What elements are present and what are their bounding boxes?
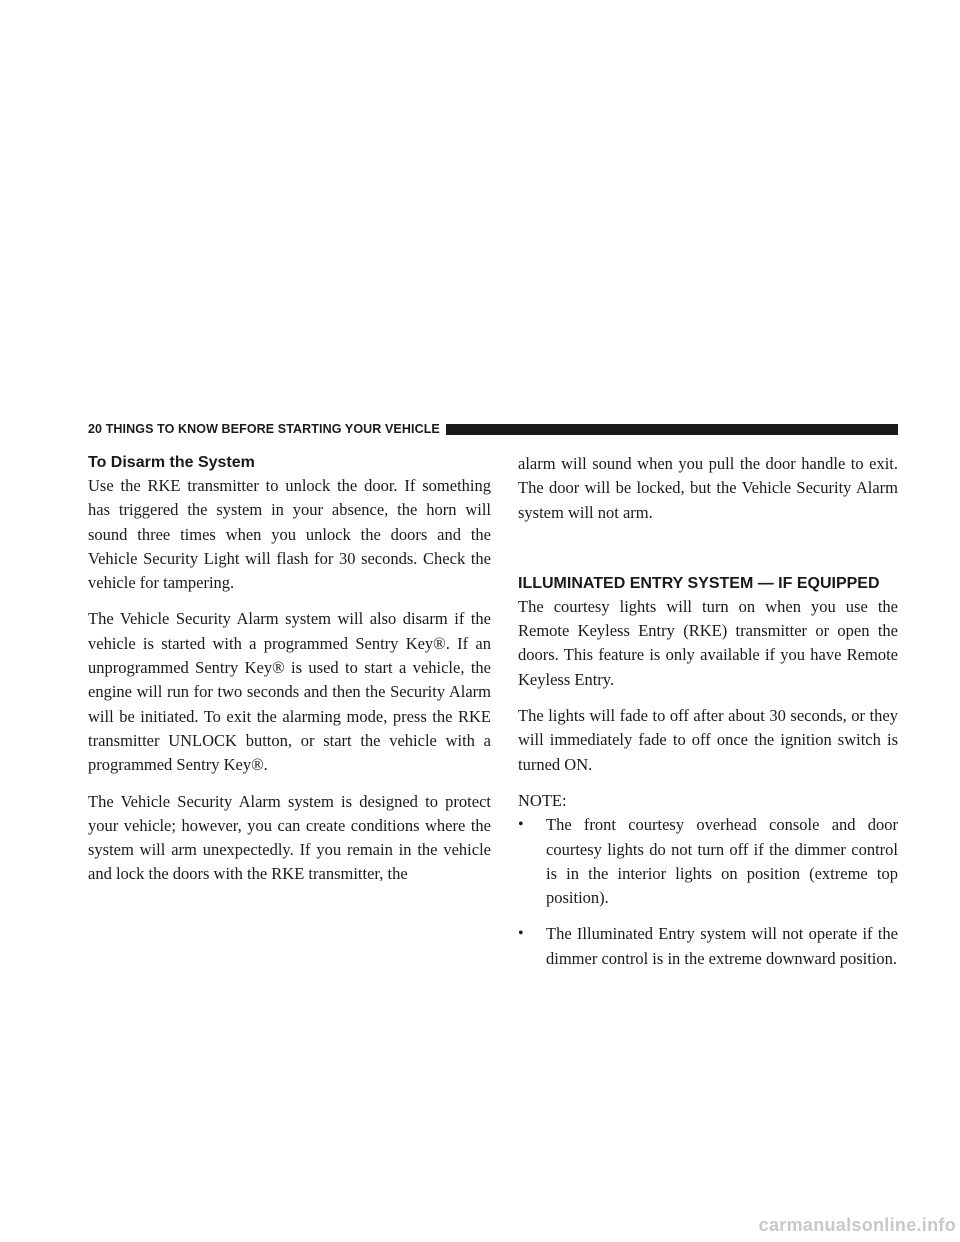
watermark-text: carmanualsonline.info (758, 1215, 956, 1235)
paragraph-continuation: alarm will sound when you pull the door handle to exit. The door will be locked, but the Vehicle Security Alarm system will not arm. (518, 454, 898, 522)
bullet-icon: • (518, 925, 524, 943)
bullet-icon: • (518, 816, 524, 834)
paragraph-disarm-2: The Vehicle Security Alarm system will also disarm if the vehicle is started with a programmed Sentry Key®. If an unprogrammed Sentry Key® is used to start a vehicle, the engine will run for two seconds and then the Security Alarm will be initiated. To exit the alarming mode, press the RKE transmitter UNLOCK button, or start the vehicle with a programmed Sentry Key®. (88, 609, 491, 775)
header-rule-bar (446, 424, 898, 435)
page-header (88, 421, 898, 437)
paragraph-disarm-1: Use the RKE transmitter to unlock the door. If something has triggered the system in your absence, the horn will sound three times when you unlock the doors and the Vehicle Security Light will flash for 30 seconds. Check the vehicle for tampering. (88, 476, 491, 593)
note-bullet-list (518, 813, 898, 971)
page-number: 20 (88, 422, 103, 436)
section-heading-illuminated-entry: ILLUMINATED ENTRY SYSTEM — IF EQUIPPED (518, 574, 880, 592)
paragraph-illuminated-1: The courtesy lights will turn on when you use the Remote Keyless Entry (RKE) transmitter or open the doors. This feature is only available if you have Remote Keyless Entry. (518, 596, 898, 689)
paragraph-illuminated-2: The lights will fade to off after about 30 seconds, or they will immediately fade to off once the ignition switch is turned ON. (518, 706, 898, 774)
bullet-text: The front courtesy overhead console and door courtesy lights do not turn off if the dimmer control is in the interior lights on position (extreme top position). (546, 815, 898, 908)
note-label: NOTE: (518, 790, 567, 810)
list-item (518, 922, 898, 971)
right-column (518, 452, 898, 983)
paragraph-disarm-3: The Vehicle Security Alarm system is designed to protect your vehicle; however, you can create conditions where the system will arm unexpectedly. If you remain in the vehicle and lock the doors with the RKE transmitter, the (88, 791, 491, 884)
list-item (518, 813, 898, 910)
chapter-title: THINGS TO KNOW BEFORE STARTING YOUR VEHICLE (105, 422, 440, 436)
page-header-text (88, 422, 440, 436)
left-column (88, 452, 491, 899)
bullet-text: The Illuminated Entry system will not operate if the dimmer control is in the extreme downward position. (546, 924, 898, 968)
section-heading-disarm: To Disarm the System (88, 454, 255, 471)
